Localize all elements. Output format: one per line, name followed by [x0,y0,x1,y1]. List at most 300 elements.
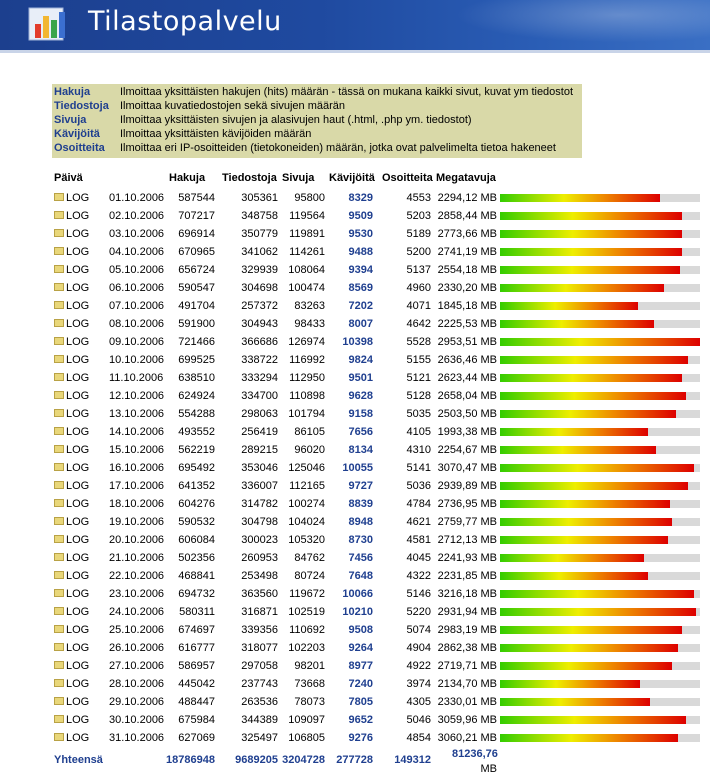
usage-bar-track [500,392,700,400]
row-date: 09.10.2006 [109,336,165,348]
row-mb: 2712,13 MB [437,534,497,546]
log-link[interactable] [54,606,89,618]
usage-bar-track [500,518,700,526]
row-mb: 2254,67 MB [437,444,497,456]
legend-key: Sivuja [54,114,87,126]
row-ips: 3974 [406,678,431,690]
usage-bar-fill [500,266,680,274]
row-pages: 86105 [294,426,325,438]
log-label: LOG [66,282,90,294]
log-label: LOG [66,246,90,258]
row-pages: 84762 [294,552,325,564]
row-visits: 8730 [348,534,373,546]
row-pages: 83263 [294,300,325,312]
banner-decoration [410,0,710,50]
row-pages: 116992 [289,354,325,366]
row-hits: 656724 [178,264,215,276]
row-hits: 641352 [178,480,215,492]
row-date: 05.10.2006 [109,264,165,276]
row-mb: 2241,93 MB [437,552,497,564]
row-date: 07.10.2006 [109,300,165,312]
log-link[interactable] [54,318,89,330]
row-mb: 2862,38 MB [437,642,497,654]
row-ips: 4045 [406,552,431,564]
usage-bar-track [500,194,700,202]
row-mb: 2939,89 MB [437,480,497,492]
totals-pages: 3204728 [282,754,325,766]
table-row [52,531,702,549]
row-ips: 5200 [406,246,431,258]
folder-icon [54,553,64,561]
row-mb: 2503,50 MB [437,408,497,420]
legend-key: Kävijöitä [54,128,100,140]
folder-icon [54,679,64,687]
row-date: 21.10.2006 [109,552,165,564]
log-link[interactable] [54,516,89,528]
row-pages: 119672 [289,588,325,600]
log-link[interactable] [54,228,89,240]
row-ips: 5189 [406,228,431,240]
row-date: 31.10.2006 [109,732,165,744]
row-pages: 102519 [288,606,325,618]
row-date: 02.10.2006 [109,210,165,222]
row-hits: 707217 [178,210,215,222]
usage-bar-track [500,410,700,418]
row-ips: 4784 [406,498,431,510]
row-hits: 587544 [178,192,215,204]
row-pages: 98433 [294,318,325,330]
row-date: 13.10.2006 [109,408,165,420]
row-visits: 7240 [348,678,373,690]
usage-bar-track [500,554,700,562]
row-date: 01.10.2006 [109,192,165,204]
log-label: LOG [66,228,90,240]
usage-bar-track [500,446,700,454]
row-date: 28.10.2006 [109,678,165,690]
log-label: LOG [66,696,90,708]
folder-icon [54,445,64,453]
log-link[interactable] [54,444,89,456]
row-mb: 2858,44 MB [437,210,497,222]
usage-bar-fill [500,554,644,562]
row-mb: 2759,77 MB [437,516,497,528]
log-link[interactable] [54,192,89,204]
folder-icon [54,535,64,543]
row-mb: 2294,12 MB [437,192,497,204]
log-link[interactable] [54,462,89,474]
usage-bar-track [500,248,700,256]
row-hits: 562219 [178,444,215,456]
table-row [52,711,702,729]
row-files: 289215 [241,444,278,456]
row-hits: 670965 [178,246,215,258]
row-visits: 7456 [348,552,373,564]
log-link[interactable] [54,678,89,690]
row-ips: 4322 [406,570,431,582]
usage-bar-fill [500,680,640,688]
row-hits: 624924 [178,390,215,402]
legend-desc: Ilmoittaa yksittäisten hakujen (hits) määrän - tässä on mukana kaikki sivut, kuvat ym tiedostot [120,86,574,98]
row-mb: 1845,18 MB [437,300,497,312]
folder-icon [54,391,64,399]
row-ips: 5046 [406,714,431,726]
row-hits: 468841 [178,570,215,582]
log-link[interactable] [54,246,89,258]
log-link[interactable] [54,534,89,546]
row-ips: 5141 [406,462,431,474]
row-ips: 5074 [406,624,431,636]
row-pages: 110692 [289,624,325,636]
row-mb: 1993,38 MB [437,426,497,438]
log-link[interactable] [54,498,89,510]
usage-bar-fill [500,590,694,598]
row-hits: 616777 [178,642,215,654]
legend-row [52,141,582,155]
folder-icon [54,247,64,255]
usage-bar-fill [500,338,700,346]
row-pages: 126974 [288,336,325,348]
row-files: 304798 [241,516,278,528]
usage-bar-fill [500,410,676,418]
usage-bar-fill [500,320,654,328]
log-label: LOG [66,642,90,654]
row-visits: 8134 [348,444,373,456]
log-label: LOG [66,354,90,366]
table-row [52,513,702,531]
row-ips: 4854 [406,732,431,744]
legend-key: Tiedostoja [54,100,109,112]
table-row [52,243,702,261]
row-visits: 8977 [348,660,373,672]
log-label: LOG [66,408,90,420]
table-row [52,315,702,333]
row-ips: 5128 [406,390,431,402]
row-files: 237743 [241,678,278,690]
row-ips: 5220 [406,606,431,618]
row-files: 260953 [241,552,278,564]
row-files: 339356 [241,624,278,636]
folder-icon [54,517,64,525]
log-label: LOG [66,678,90,690]
row-files: 336007 [241,480,278,492]
row-date: 16.10.2006 [109,462,165,474]
row-pages: 112950 [289,372,325,384]
row-mb: 2134,70 MB [437,678,497,690]
row-mb: 2554,18 MB [437,264,497,276]
row-hits: 580311 [179,606,215,618]
row-files: 348758 [241,210,278,222]
usage-bar-fill [500,734,678,742]
log-link[interactable] [54,336,89,348]
row-visits: 8569 [348,282,373,294]
totals-visits: 277728 [336,754,373,766]
row-hits: 695492 [178,462,215,474]
usage-bar-fill [500,518,672,526]
row-visits: 7805 [348,696,373,708]
log-link[interactable] [54,714,89,726]
row-pages: 100474 [288,282,325,294]
row-visits: 8329 [348,192,373,204]
row-visits: 9509 [348,210,373,222]
usage-bar-track [500,626,700,634]
folder-icon [54,715,64,723]
table-row [52,549,702,567]
usage-bar-track [500,338,700,346]
log-link[interactable] [54,408,89,420]
folder-icon [54,337,64,345]
row-ips: 4310 [406,444,431,456]
row-pages: 108064 [288,264,325,276]
usage-bar-fill [500,464,694,472]
log-link[interactable] [54,390,89,402]
row-files: 350779 [241,228,278,240]
folder-icon [54,463,64,471]
row-files: 363560 [241,588,278,600]
usage-bar-fill [500,356,688,364]
log-link[interactable] [54,660,89,672]
usage-bar-track [500,320,700,328]
row-pages: 73668 [294,678,325,690]
log-link[interactable] [54,480,89,492]
row-mb: 3070,47 MB [437,462,497,474]
usage-bar-fill [500,392,686,400]
log-label: LOG [66,462,90,474]
row-ips: 4305 [406,696,431,708]
row-hits: 502356 [178,552,215,564]
row-hits: 554288 [178,408,215,420]
col-header-mb: Megatavuja [436,172,496,184]
row-date: 27.10.2006 [109,660,165,672]
log-link[interactable] [54,552,89,564]
folder-icon [54,589,64,597]
legend-box [52,84,582,158]
log-link[interactable] [54,588,89,600]
row-visits: 10398 [342,336,373,348]
row-visits: 10210 [342,606,373,618]
log-label: LOG [66,192,90,204]
row-visits: 8007 [348,318,373,330]
usage-bar-fill [500,302,638,310]
row-files: 253498 [241,570,278,582]
usage-bar-track [500,356,700,364]
legend-desc: Ilmoittaa yksittäisten sivujen ja alasivujen haut (.html, .php ym. tiedostot) [120,114,472,126]
row-hits: 638510 [178,372,215,384]
log-link[interactable] [54,732,89,744]
row-pages: 119564 [289,210,325,222]
row-date: 19.10.2006 [109,516,165,528]
row-mb: 2330,01 MB [437,696,497,708]
col-header-date: Päivä [54,172,83,184]
row-visits: 9394 [348,264,373,276]
table-row [52,693,702,711]
row-files: 366686 [241,336,278,348]
usage-bar-fill [500,644,678,652]
row-visits: 8948 [348,516,373,528]
log-link[interactable] [54,642,89,654]
folder-icon [54,625,64,633]
row-visits: 9530 [348,228,373,240]
header-divider [0,50,710,53]
legend-key: Hakuja [54,86,91,98]
row-hits: 604276 [178,498,215,510]
usage-bar-fill [500,248,682,256]
folder-icon [54,301,64,309]
row-visits: 9727 [348,480,373,492]
row-visits: 9264 [348,642,373,654]
log-link[interactable] [54,354,89,366]
table-row [52,459,702,477]
row-files: 256419 [241,426,278,438]
row-ips: 4960 [406,282,431,294]
row-ips: 5121 [406,372,431,384]
row-hits: 627069 [178,732,215,744]
log-link[interactable] [54,570,89,582]
usage-bar-track [500,536,700,544]
legend-row [52,127,582,141]
usage-bar-fill [500,572,648,580]
folder-icon [54,427,64,435]
folder-icon [54,283,64,291]
legend-desc: Ilmoittaa yksittäisten kävijöiden määrän [120,128,312,140]
row-files: 333294 [241,372,278,384]
row-visits: 9501 [348,372,373,384]
row-date: 22.10.2006 [109,570,165,582]
row-hits: 488447 [178,696,215,708]
row-date: 03.10.2006 [109,228,165,240]
row-pages: 78073 [294,696,325,708]
row-hits: 491704 [178,300,215,312]
log-link[interactable] [54,210,89,222]
usage-bar-track [500,212,700,220]
table-row [52,423,702,441]
table-row [52,387,702,405]
totals-label: Yhteensä [54,754,103,766]
row-date: 29.10.2006 [109,696,165,708]
usage-bar-track [500,374,700,382]
row-files: 304698 [241,282,278,294]
col-header-hits: Hakuja [169,172,206,184]
row-ips: 4581 [406,534,431,546]
log-link[interactable] [54,372,89,384]
row-visits: 9628 [348,390,373,402]
row-ips: 5137 [406,264,431,276]
usage-bar-track [500,608,700,616]
row-ips: 4904 [406,642,431,654]
row-visits: 9276 [348,732,373,744]
row-hits: 694732 [178,588,215,600]
row-pages: 100274 [288,498,325,510]
usage-bar-fill [500,230,682,238]
log-label: LOG [66,336,90,348]
log-label: LOG [66,588,90,600]
row-pages: 98201 [294,660,325,672]
col-header-visits: Kävijöitä [329,172,375,184]
folder-icon [54,697,64,705]
legend-desc: Ilmoittaa kuvatiedostojen sekä sivujen määrän [120,100,346,112]
log-link[interactable] [54,264,89,276]
folder-icon [54,373,64,381]
row-ips: 5155 [406,354,431,366]
folder-icon [54,265,64,273]
folder-icon [54,355,64,363]
row-mb: 2773,66 MB [437,228,497,240]
row-mb: 2741,19 MB [437,246,497,258]
row-pages: 104024 [288,516,325,528]
row-hits: 699525 [178,354,215,366]
row-date: 04.10.2006 [109,246,165,258]
header-banner [0,0,710,50]
usage-bar-track [500,284,700,292]
log-label: LOG [66,552,90,564]
row-hits: 591900 [178,318,215,330]
log-link[interactable] [54,282,89,294]
row-mb: 2231,85 MB [437,570,497,582]
table-row [52,639,702,657]
row-hits: 721466 [178,336,215,348]
usage-bar-fill [500,662,672,670]
table-row [52,207,702,225]
usage-bar-track [500,266,700,274]
row-pages: 95800 [294,192,325,204]
table-row [52,279,702,297]
log-link[interactable] [54,696,89,708]
log-label: LOG [66,264,90,276]
row-mb: 2983,19 MB [437,624,497,636]
row-pages: 106805 [288,732,325,744]
row-date: 30.10.2006 [109,714,165,726]
row-files: 316871 [241,606,278,618]
row-hits: 606084 [178,534,215,546]
folder-icon [54,643,64,651]
row-mb: 2736,95 MB [437,498,497,510]
legend-key: Osoitteita [54,142,105,154]
row-date: 12.10.2006 [109,390,165,402]
row-pages: 114261 [289,246,325,258]
row-mb: 2931,94 MB [437,606,497,618]
folder-icon [54,229,64,237]
log-link[interactable] [54,300,89,312]
row-hits: 696914 [178,228,215,240]
folder-icon [54,733,64,741]
table-row [52,729,702,747]
totals-mb: 81236,76 [452,748,498,760]
totals-ips: 149312 [394,754,431,766]
row-mb: 2225,53 MB [437,318,497,330]
row-files: 297058 [241,660,278,672]
totals-files: 9689205 [235,754,278,766]
log-link[interactable] [54,624,89,636]
totals-row [52,748,702,778]
table-row [52,189,702,207]
table-row [52,495,702,513]
row-files: 300023 [241,534,278,546]
row-date: 18.10.2006 [109,498,165,510]
row-pages: 109097 [288,714,325,726]
table-row [52,621,702,639]
row-files: 305361 [241,192,278,204]
row-pages: 96020 [294,444,325,456]
row-mb: 3216,18 MB [437,588,497,600]
col-header-pages: Sivuja [282,172,315,184]
row-ips: 5036 [406,480,431,492]
row-date: 08.10.2006 [109,318,165,330]
folder-icon [54,211,64,219]
row-date: 15.10.2006 [109,444,165,456]
row-ips: 4553 [406,192,431,204]
log-link[interactable] [54,426,89,438]
row-pages: 119891 [289,228,325,240]
row-pages: 101794 [288,408,325,420]
